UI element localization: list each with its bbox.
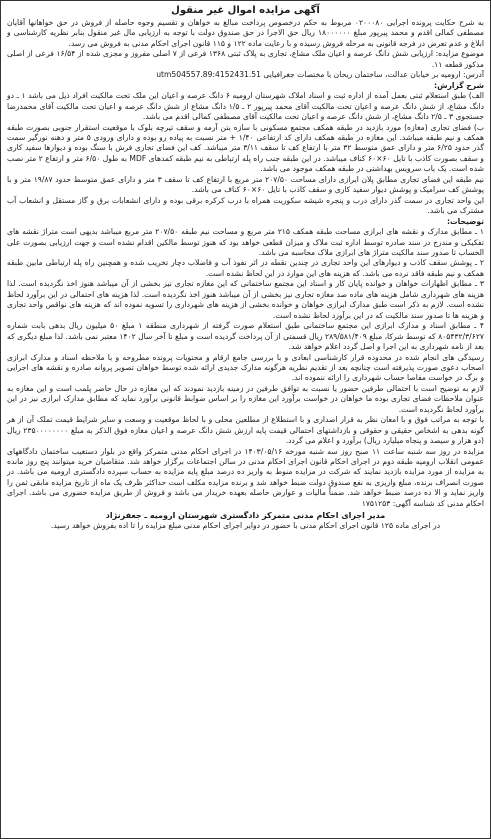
report-heading: شرح گزارش: <box>434 80 484 90</box>
notice-title: آگهی مزایده اموال غیر منقول <box>171 5 320 16</box>
note-item: ۲ ـ پوشش سقف کاذب و دیوارهای این واحد تجاری در چندین نقطه در اثر نفوذ آب و فاضلاب دچار تخریب شده و همچنین راه پله ارتباطی مابین طبقه همکف و نیم طبقه فاقد نرده می باشد. که هزینه های این موارد در این لحاظ نشده است. <box>7 258 484 278</box>
valuation-paragraph: با توجه به مراتب فوق و با امعان نظر به قرار اصداری و با استطلاع از مطلعین محلی و با لحاظ موقعیت و وسعت و سایر شرایط قیمت تملک آن از هر گونه بدهی به اشخاص حقیقی و حقوقی و بازداشتهای احتمالی قیمت پایه ارزش شش دانگ عرصه و اعیان مغازه فوق الذکر به مبلغ ۲۳۵۰۰۰۰۰۰۰۰ ریال (دو هزار و سیصد و پنجاه میلیارد ریال) برآورد و اعلام می گردد. <box>7 415 484 446</box>
shop-description-paragraph: ب) فضای تجاری (مغازه) مورد بازدید در طبقه همکف مجتمع مسکونی با سازه بتن آرمه و سقف تیرچه بلوک با موقعیت استقرار جنوبی بصورت طبقه همکف و نیم طبقه میباشد. این مغازه در طبقه همکف دارای کد ارتفاعی ۱/۴۰ + متر نسبت به پیاده رو بوده و دارای ورودی ۵ متر و دهنه نورگیر سمت گذر حدود ۶/۲۵ متر و دارای عمق متوسط ۳۲ متر با ارتفاع کف تا سقف ۳/۱۱ متر میباشد. کف این فضای تجاری فرش با سنگ بوده و دیوارها سفید کاری و سقف بصورت کاذب با تایل ۶۰×۶۰ کناف میباشد. در این طبقه جنب راه پله ارتباطی به نیم طبقه کمدهای MDF به طول ۶/۵۰ متر و ارتفاع ۲ متر نصب شده است. یک باب سرویس بهداشتی در طبقه همکف موجود می باشد. <box>7 122 484 174</box>
auction-terms-paragraph: مزایده در روز سه شنبه ساعت ۱۱ صبح روز سه شنبه مورخه ۱۴۰۳/۰۵/۱۶ در اجرای احکام مدنی متمرکز واقع در بلوار دستغیب ساختمان دادگاههای عمومی انقلاب ارومیه طبقه دوم در اجرای احکام قانون اجرای احکام مدنی در سالن اجتماعات برگزار خواهد شد. متقاضیان خرید میتوانند پنج روز مانده به مزایده از مورد مزایده بازدید نمایند که شرکت در مزایده منوط به واریز ده درصد مبلغ پایه مزایده به حساب سپرده دادگستری ارومیه می باشد. در صورت انصراف برنده، مبلغ واریزی به نفع صندوق دولت ضبط خواهد شد و برنده مزایده مکلف است حداکثر ظرف یک ماه از تاریخ مزایده مابقی ثمن را واریز نماید و الا ده درصد ضبط خواهد شد. ضمناً مالیات و عوارض حاصله بعهده خریدار می باشد و فروش از طریق مزایده حضوری می باشد. اجرای احکام مدنی کد شناسه آگهی: ۱۷۵۱۲۵۳ <box>7 446 485 508</box>
notes-heading: توضیحات: <box>446 216 484 226</box>
clarification-paragraph: لازم به توضیح است با احتمالی طرفین حضور یا نسبت به توافق طرفین در زمینه بازدید نمودند که این مغازه در حال حاضر پلمب است و این مغازه به عنوان ملاحظات فضای تجاری بوده ما خواهان در خواست برآورد این مغازه را بر اساس ضوابط قانونی برآورد نماید که مطابق مدارک ابرازی نیز در این برآورد لحاظ نگردیده است. <box>7 383 484 414</box>
closing-line: در اجرای ماده ۱۲۵ قانون اجرای احکام مدنی با حضور در دوایر اجرای احکام مدنی مبلغ مزایده را تا اده بفروش خواهد رسید. <box>50 521 441 531</box>
mezzanine-paragraph: نیم طبقه این فضای تجاری مطابق پلان ابرازی دارای مساحت ۲۰۷/۵۰ متر مربع با ارتفاع کف تا سقف ۳ متر و دارای عمق متوسط حدود ۱۹/۸۷ متر و با پوشش کف سرامیک و پوشش دیوار سفید کاری و سقف کاذب با تایل ۶۰×۶۰ کناف می باشد. <box>7 174 484 195</box>
auction-subject: موضوع مزایده: ارزیابی شش دانگ عرصه و اعیان ملک مشاع، تجاری به پلاک ثبتی ۱۳۶۸ فرعی از ۷ اصلی مفروز و مجزی شده از ۱۶/۵۴ فرعی از اصلی مذکور قطعه ۱۱. <box>7 49 484 69</box>
notice-intro: به شرح حکایت پرونده اجرایی ۰۲۰۰۰۸۰ مربوط به حکم درخصوص پرداخت مبالغ به خواهان و تقسیم وجوه حاصله از فروش در حق خواهانها آقایان مصطفی کمالی اقدم و محمد پیرپور مبلغ ۱۸۰۰۰۰۰۰ ریال حق الاجرا در حق صندوق دولت با توجه به ارزیابی مال غیر منقول بنابر نظریه کارشناسی و ابلاغ و عدم تعرض در فرجه قانونی به مرحله فروش رسیده و با رعایت ماده ۱۲۲ و ۱۱۵ قانون اجرای احکام مدنی به فروش می رسد. <box>7 18 484 48</box>
signature-line: مدیر اجرای احکام مدنی متمرکز دادگستری شهرستان ارومیه ـ جعفرنژاد <box>105 511 386 521</box>
note-item: ۴ ـ مطابق اسناد و مدارک ابرازی این مجتمع ساختمانی طبق استعلام صورت گرفته از شهرداری منطقه ۱ مبلغ ۵۰ میلیون ریال بدهی بابت شماره ۸۰۵۴۳۲/۳/۶۲۷ که توسط شرکا، مبلغ ۲۸۹/۵۸۱/۴۰۹ ریال قسمتی از آن پرداخت گردیده است و مبلغ تا آخر سال ۱۴۰۲ معتبر نمی باشد. لذا مبلغ دیگری که بعد از نامه شهرداری به این اجرا و اصل گردد اعلام خواهد شد. <box>7 321 484 352</box>
review-paragraph: رسیدگی های انجام شده در محدوده قرار کارشناسی ابعادی و با بررسی جامع ارقام و محتویات پرونده مطروحه و با ملاحظه اسناد و مدارک ابرازی اصحاب دعوی صورت پذیرفته است چنانچه بعد از تقدیم نظریه هرگونه مدارک جدیدی ارائه شده توسط خواهان تصویر پروانه صادره و نقشه های اجرایی و برگ در خواست مفاصا حساب شهرداری را ارائه ننموده اند. <box>7 352 484 383</box>
ownership-paragraph: الف) طبق استعلام ثبتی بعمل آمده از اداره ثبت و اسناد املاک شهرستان ارومیه ۶ دانگ عرصه و اعیان این ملک تحت مالکیت افراد ذیل می باشد ۱ ـ دو دانگ مشاع، از شش دانگ عرصه و اعیان تحت مالکیت آقای محمد پیرپور ۲ ـ ۱/۵ دانگ مشاع از شش دانگ عرصه و اعیان تحت مالکیت آقای محمدرضا جستجوی ۳ ـ ۲/۵ دانگ مشاع، از شش دانگ عرصه و اعیان تحت مالکیت آقای مصطفی کمالی اقدم می باشد. <box>7 91 485 122</box>
note-item: ۳ ـ مطابق اظهارات خواهان و خوانده پایان کار و اسناد این مجتمع ساختمانی که این مغازه تجاری نیز بخشی از آن میباشد هنوز اخذ نگردیده است. لذا هزینه های شهرداری شامل هزینه های ماده صد مغازه تجاری نیز بخشی از آن میباشد هنوز اخذ نگردیده است. لذا هزینه های احتمالی در این برآورد لحاظ نشده است. لازم به ذکر است طبق مدارک ابرازی خواهان و خوانده بخشی از هزینه های شهرداری را تسویه نموده اند که هزینه های نواقص واحد تجاری و هزینه ها تا صدور سند مالکیت که در این برآورد لحاظ نشده است. <box>7 279 484 320</box>
note-item: ۱ ـ مطابق مدارک و نقشه های ابرازی مساحت طبقه همکف ۲۱۵ متر مربع و مساحت نیم طبقه ۲۰۷/۵۰ متر مربع میباشد بدیهی است متراژ نقشه های تفکیکی و مندرج در سند صادره توسط اداره ثبت ملاک و میزان قطعی خواهد بود که هنوز توسط مالکین اقدام نشده است و جهت ارزیابی بصورت علی الحساب تا صدور سند مالکیت متراژ های ابرازی ملاک محاسبه می باشد. <box>7 227 484 257</box>
utilities-paragraph: این واحد تجاری در سمت گذر دارای درب و پنجره شیشه سکوریت همراه با درب کرکره برقی بوده و دارای انشعابات برق و گاز مستقل و انشعاب آب مشترک می باشد. <box>7 195 484 216</box>
property-address: آدرس: ارومیه بر خیابان عدالت، ساختمان ریحان با مختصات جغرافیایی 4152431.51:utm504557.89 <box>156 70 484 80</box>
